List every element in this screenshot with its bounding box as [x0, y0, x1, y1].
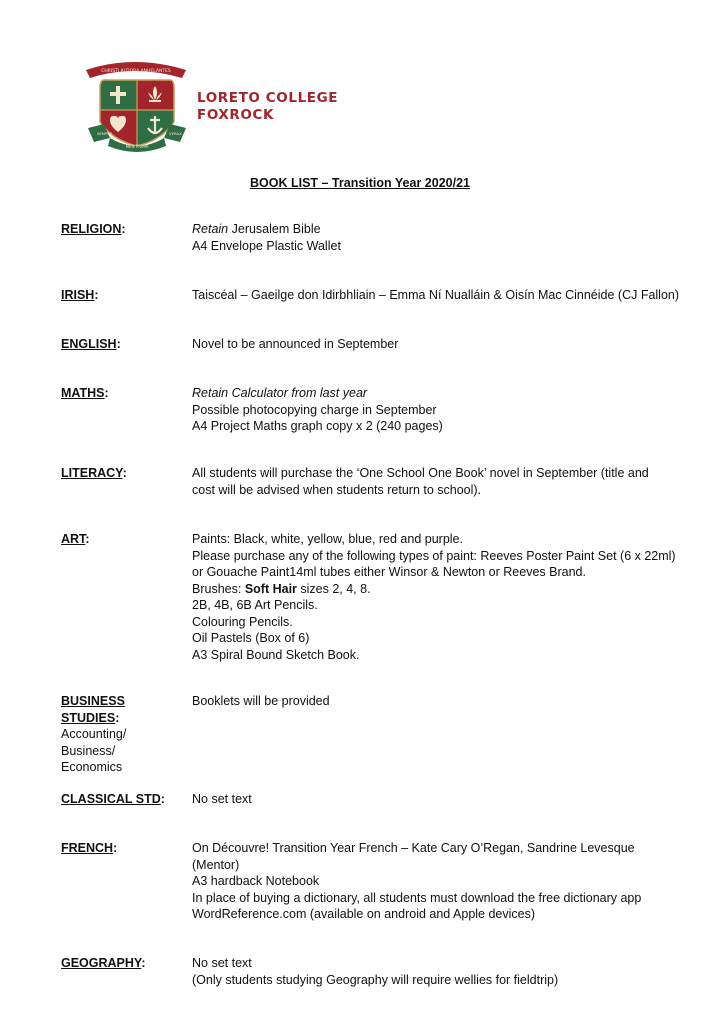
- content-line: No set text: [192, 792, 252, 806]
- content-line: A3 Spiral Bound Sketch Book.: [192, 647, 360, 662]
- section-label: LITERACY:: [61, 466, 127, 480]
- svg-text:MEN PRIMA: MEN PRIMA: [125, 144, 149, 149]
- content-line: or Gouache Paint14ml tubes either Winsor & Newton or Reeves Brand.: [192, 565, 586, 579]
- content-line: WordReference.com (available on android and Apple devices): [192, 907, 536, 921]
- content-line: Novel to be announced in September: [192, 337, 399, 351]
- section-sublabel: Business/: [61, 743, 116, 758]
- content-line: On Découvre! Transition Year French – Kate Cary O’Regan, Sandrine Levesque: [192, 841, 635, 855]
- content-line: Please purchase any of the following types of paint: Reeves Poster Paint Set (6 x 22ml): [192, 548, 676, 563]
- section-label: RELIGION:: [61, 222, 126, 236]
- section-label: IRISH:: [61, 288, 99, 302]
- content-line: (Mentor): [192, 857, 240, 872]
- section-content: [192, 221, 667, 254]
- section-content: [192, 840, 667, 923]
- section-content: [192, 336, 667, 353]
- content-line: Oil Pastels (Box of 6): [192, 631, 310, 645]
- content-line: All students will purchase the ‘One School One Book’ novel in September (title and: [192, 466, 649, 480]
- content-line: A3 hardback Notebook: [192, 874, 320, 888]
- content-line: Colouring Pencils.: [192, 614, 293, 629]
- page-title: BOOK LIST – Transition Year 2020/21: [249, 176, 470, 190]
- content-line: No set text: [192, 956, 252, 970]
- section-label: FRENCH:: [61, 841, 118, 855]
- content-line: Retain Calculator from last year: [192, 386, 368, 400]
- section-content: [192, 693, 667, 710]
- content-line: Booklets will be provided: [192, 694, 330, 708]
- section-sublabel: Accounting/: [61, 727, 127, 741]
- content-line: Brushes: Soft Hair sizes 2, 4, 8.: [192, 581, 371, 596]
- content-line: (Only students studying Geography will require wellies for fieldtrip): [192, 972, 559, 987]
- section-label: ENGLISH:: [61, 337, 121, 351]
- section-label: GEOGRAPHY:: [61, 956, 146, 970]
- content-line: In place of buying a dictionary, all students must download the free dictionary app: [192, 890, 642, 905]
- section-content: [192, 955, 667, 988]
- school-name-line2: FOXROCK: [197, 107, 275, 123]
- section-content: [192, 465, 667, 498]
- school-name-line1: LORETO COLLEGE: [197, 90, 339, 106]
- content-line: cost will be advised when students return to school).: [192, 482, 482, 497]
- banner-text: CHRISTI ALTIORA ANHELANTES: [101, 69, 171, 74]
- section-content: [192, 287, 680, 304]
- content-line: Paints: Black, white, yellow, blue, red and purple.: [192, 532, 463, 546]
- section-content: [192, 385, 667, 435]
- content-line: Possible photocopying charge in September: [192, 402, 437, 417]
- svg-text:VERAX: VERAX: [169, 131, 182, 136]
- school-logo: [82, 58, 339, 154]
- content-line: Taiscéal – Gaeilge don Idirbhliain – Emma Ní Nualláin & Oisín Mac Cinnéide (CJ Fallon): [192, 288, 680, 302]
- section-label: ART:: [61, 532, 90, 546]
- content-line: 2B, 4B, 6B Art Pencils.: [192, 598, 318, 612]
- content-line: Retain Jerusalem Bible: [192, 222, 321, 236]
- section-label: BUSINESS STUDIES: Accounting/ Business/ Economics: [61, 693, 186, 776]
- section-content: [192, 791, 667, 808]
- section-label: CLASSICAL STD:: [61, 792, 165, 806]
- svg-text:SEMPER: SEMPER: [97, 131, 113, 136]
- section-label: MATHS:: [61, 386, 109, 400]
- section-sublabel: Economics: [61, 760, 123, 774]
- content-line: A4 Envelope Plastic Wallet: [192, 238, 341, 253]
- content-line: A4 Project Maths graph copy x 2 (240 pages): [192, 419, 443, 433]
- section-content: [192, 531, 676, 663]
